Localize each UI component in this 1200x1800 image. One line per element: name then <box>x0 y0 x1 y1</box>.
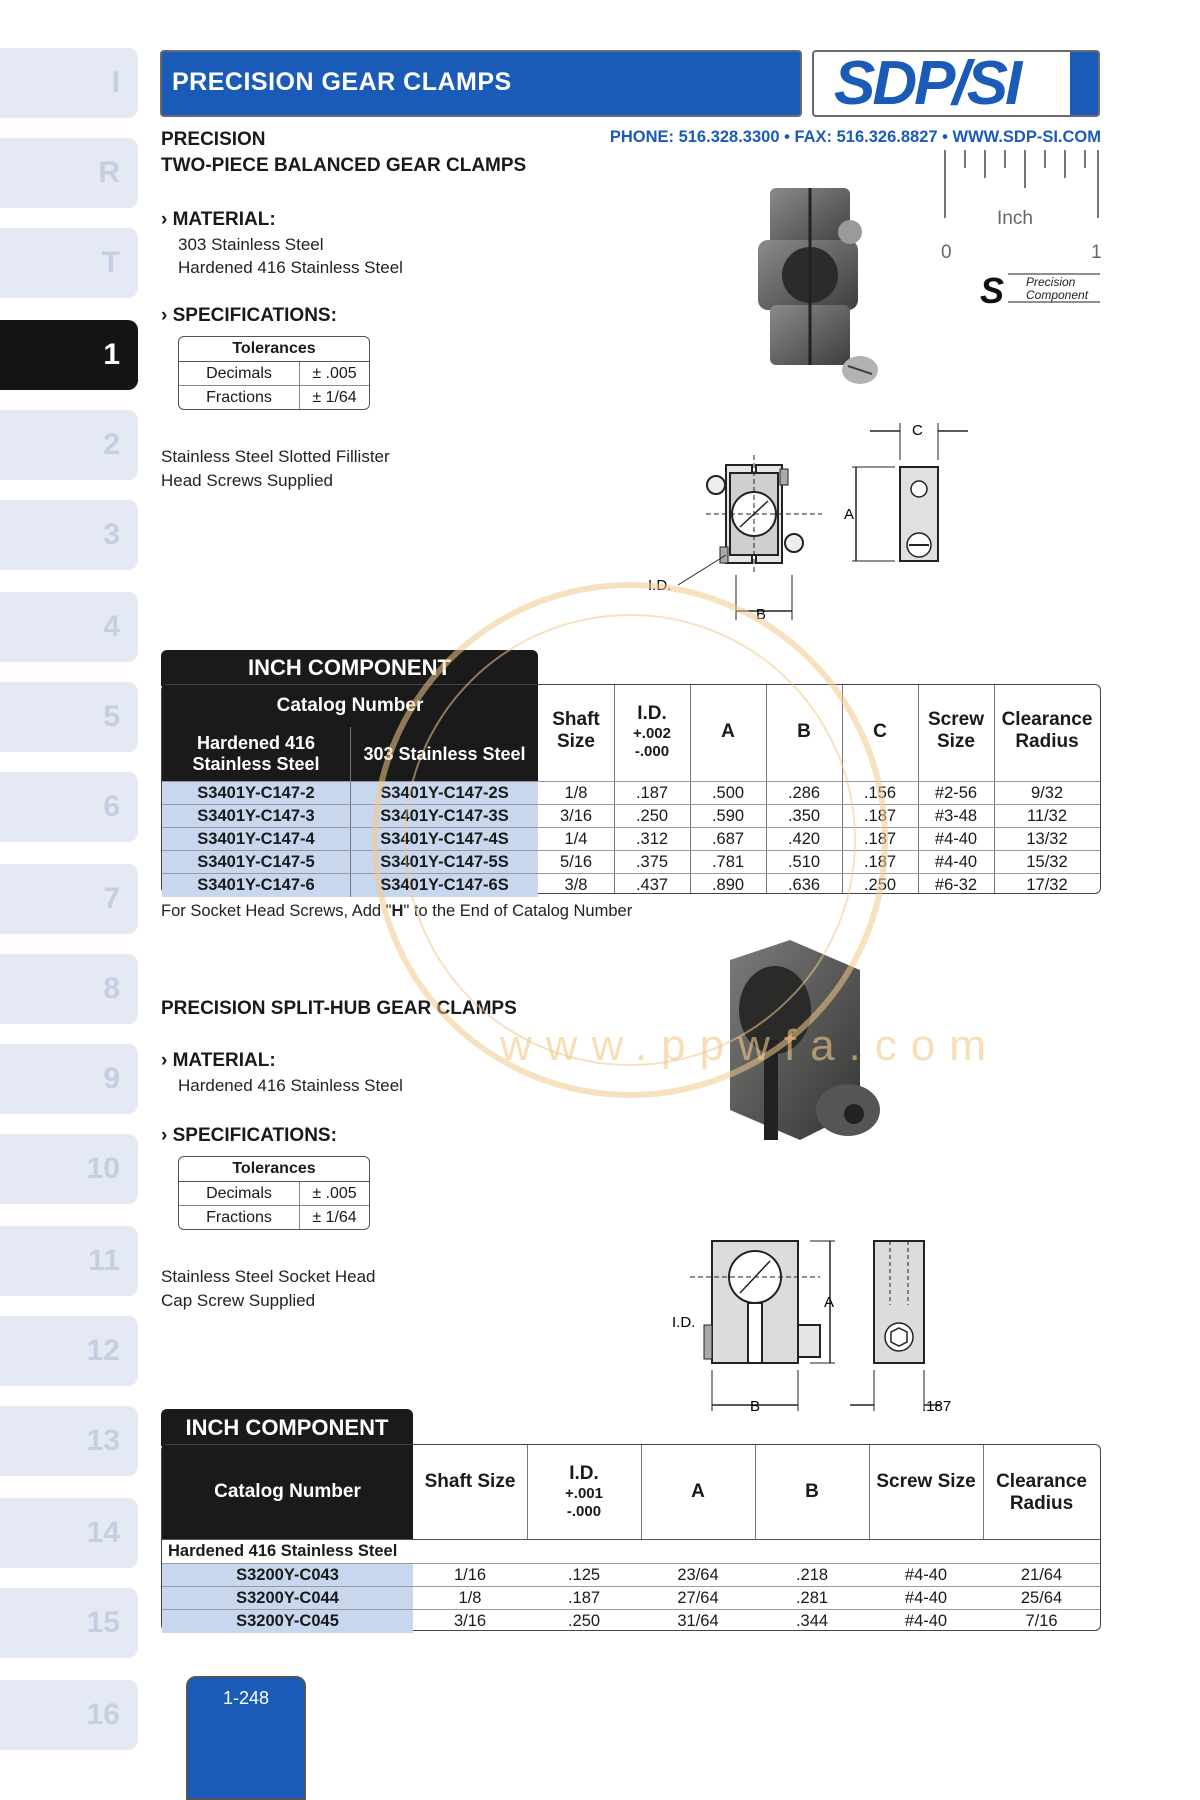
table2-col-clearance: Clearance Radius <box>996 1471 1087 1514</box>
table-cell: .125 <box>567 1566 601 1584</box>
side-tab-14[interactable]: 14 <box>0 1498 138 1568</box>
table2 <box>161 1444 1101 1631</box>
section1-screw-note-1: Stainless Steel Slotted Fillister <box>161 447 390 466</box>
table-row <box>162 1587 1100 1610</box>
table-cell: .187 <box>863 830 897 848</box>
table-cell: .890 <box>711 876 745 894</box>
tol-value: ± 1/64 <box>312 389 357 406</box>
table-cell: .187 <box>863 807 897 825</box>
table-cell: .187 <box>567 1589 601 1607</box>
table-cell: 5/16 <box>559 853 593 871</box>
side-tab-7[interactable]: 7 <box>0 864 138 934</box>
table1-catalog-header: Catalog Number <box>162 685 538 727</box>
table-cell: .500 <box>711 784 745 802</box>
table1-col-id: I.D. +.002 -.000 <box>633 703 671 760</box>
table-cell: #4-40 <box>934 830 978 848</box>
table-cell: .286 <box>787 784 821 802</box>
table-cell: #4-40 <box>904 1566 948 1584</box>
two-piece-clamp-diagram <box>648 415 990 635</box>
table-cell: .187 <box>635 784 669 802</box>
table-cell: .250 <box>863 876 897 894</box>
table-cell: #6-32 <box>934 876 978 894</box>
logo-text: SDP/SI <box>834 49 1020 118</box>
tol-value: ± .005 <box>312 365 357 382</box>
table-cell: 11/32 <box>1026 807 1068 825</box>
side-tab-3[interactable]: 3 <box>0 500 138 570</box>
diagram1-a-label: A <box>844 506 855 523</box>
table-row <box>162 805 1100 828</box>
section1-spec-heading: › SPECIFICATIONS: <box>161 305 337 326</box>
table-cell: 3/16 <box>559 807 593 825</box>
side-tab-9[interactable]: 9 <box>0 1044 138 1114</box>
table-cell: .344 <box>795 1612 829 1630</box>
split-hub-clamp-photo <box>720 940 900 1150</box>
catalog-number-cell: S3401Y-C147-2S <box>350 782 538 805</box>
diagram1-b-label: B <box>756 606 767 623</box>
table-row <box>162 1610 1100 1633</box>
table2-label: INCH COMPONENT <box>161 1409 413 1446</box>
table-row <box>162 851 1100 874</box>
table-cell: #4-40 <box>934 853 978 871</box>
table-cell: 21/64 <box>1020 1566 1063 1584</box>
badge-line-2: Component <box>1026 288 1089 302</box>
side-tab-16[interactable]: 16 <box>0 1680 138 1750</box>
table1-col-hardened: Hardened 416 Stainless Steel <box>162 727 350 781</box>
table2-col-shaft: Shaft Size <box>424 1471 516 1492</box>
table1-col-clearance: Clearance Radius <box>1001 709 1093 752</box>
table-cell: #2-56 <box>934 784 978 802</box>
table2-col-a: A <box>691 1481 705 1502</box>
side-tab-8[interactable]: 8 <box>0 954 138 1024</box>
catalog-number-cell: S3200Y-C044 <box>162 1587 413 1610</box>
table2-group-row: Hardened 416 Stainless Steel <box>168 1542 398 1560</box>
section1-title-line2: TWO-PIECE BALANCED GEAR CLAMPS <box>161 155 527 176</box>
catalog-number-cell: S3401Y-C147-2 <box>162 782 350 805</box>
table1 <box>161 684 1101 894</box>
chevron-right-icon: › <box>161 209 173 230</box>
catalog-number-cell: S3401Y-C147-6S <box>350 874 538 897</box>
table-cell: 1/8 <box>564 784 588 802</box>
tol-label: Fractions <box>179 386 300 409</box>
section1-material-1: 303 Stainless Steel <box>178 235 324 254</box>
scale-unit: Inch <box>997 208 1033 229</box>
table2-catalog-header: Catalog Number <box>162 1445 413 1539</box>
table-cell: .250 <box>635 807 669 825</box>
table-cell: .156 <box>863 784 897 802</box>
sdp-si-logo <box>812 50 1100 117</box>
table-row <box>162 828 1100 851</box>
side-tab-2[interactable]: 2 <box>0 410 138 480</box>
diagram1-id-label: I.D. <box>648 577 672 594</box>
table-cell: .187 <box>863 853 897 871</box>
section2-spec-heading: › SPECIFICATIONS: <box>161 1125 337 1146</box>
table-cell: .218 <box>795 1566 829 1584</box>
table-cell: .590 <box>711 807 745 825</box>
diagram2-dim-label: .187 <box>922 1398 952 1415</box>
side-tab-11[interactable]: 11 <box>0 1226 138 1296</box>
side-tab-13[interactable]: 13 <box>0 1406 138 1476</box>
table1-col-shaft: Shaft Size <box>552 709 600 752</box>
table1-col-303: 303 Stainless Steel <box>350 727 538 781</box>
side-tab-1[interactable]: 1 <box>0 320 138 390</box>
svg-text:S: S <box>980 270 1005 311</box>
tol-label: Fractions <box>179 1206 300 1229</box>
page-title: PRECISION GEAR CLAMPS <box>172 68 512 96</box>
table1-col-screw: Screw Size <box>928 709 984 752</box>
watermark-text: www.ppwfa.com <box>500 1021 1000 1070</box>
side-tab-4[interactable]: 4 <box>0 592 138 662</box>
side-tab-i[interactable]: I <box>0 48 138 118</box>
table-cell: #3-48 <box>934 807 978 825</box>
table-cell: .281 <box>795 1589 829 1607</box>
page-number: 1-248 <box>186 1676 306 1800</box>
table1-col-c: C <box>873 721 887 742</box>
table-cell: .250 <box>567 1612 601 1630</box>
scale-min: 0 <box>941 242 952 263</box>
catalog-number-cell: S3401Y-C147-3S <box>350 805 538 828</box>
table-row <box>162 1564 1100 1587</box>
scale-max: 1 <box>1091 242 1102 263</box>
catalog-number-cell: S3401Y-C147-3 <box>162 805 350 828</box>
chevron-right-icon: › <box>161 1050 173 1071</box>
table-cell: .687 <box>711 830 745 848</box>
tolerances-heading: Tolerances <box>179 337 369 362</box>
table-row <box>162 782 1100 805</box>
table-cell: #4-40 <box>904 1589 948 1607</box>
section2-material-1: Hardened 416 Stainless Steel <box>178 1076 403 1095</box>
contact-line: PHONE: 516.328.3300 • FAX: 516.326.8827 • WWW.SDP-SI.COM <box>609 128 1101 146</box>
split-hub-clamp-diagram <box>660 1225 960 1425</box>
section1-screw-note-2: Head Screws Supplied <box>161 471 333 490</box>
side-tab-r[interactable]: R <box>0 138 138 208</box>
section1-tolerance-box <box>178 336 370 410</box>
table-cell: 1/4 <box>564 830 588 848</box>
catalog-number-cell: S3200Y-C045 <box>162 1610 413 1633</box>
table-cell: 15/32 <box>1026 853 1068 871</box>
table-cell: 3/8 <box>564 876 588 894</box>
precision-component-badge <box>980 270 1100 310</box>
table2-col-b: B <box>805 1481 819 1502</box>
table-cell: .312 <box>635 830 669 848</box>
table-cell: .510 <box>787 853 821 871</box>
diagram2-b-label: B <box>750 1398 761 1415</box>
table-cell: .420 <box>787 830 821 848</box>
section2-tolerance-box <box>178 1156 370 1230</box>
side-tab-t[interactable]: T <box>0 228 138 298</box>
diagram2-a-label: A <box>824 1294 835 1311</box>
table1-col-a: A <box>721 721 735 742</box>
section2-screw-note-1: Stainless Steel Socket Head <box>161 1267 376 1286</box>
section1-material-heading: › MATERIAL: <box>161 209 276 230</box>
side-tab-6[interactable]: 6 <box>0 772 138 842</box>
catalog-number-cell: S3401Y-C147-4S <box>350 828 538 851</box>
table-cell: 23/64 <box>677 1566 719 1584</box>
catalog-number-cell: S3200Y-C043 <box>162 1564 413 1587</box>
badge-line-1: Precision <box>1026 275 1076 289</box>
table-cell: 1/16 <box>453 1566 487 1584</box>
table-cell: .375 <box>635 853 669 871</box>
diagram2-id-label: I.D. <box>672 1314 696 1331</box>
table1-col-b: B <box>797 721 811 742</box>
table-cell: 27/64 <box>677 1589 719 1607</box>
catalog-number-cell: S3401Y-C147-4 <box>162 828 350 851</box>
table-cell: 1/8 <box>458 1589 482 1607</box>
table-cell: 9/32 <box>1030 784 1064 802</box>
table-cell: 17/32 <box>1026 876 1068 894</box>
tolerances-heading: Tolerances <box>179 1157 369 1182</box>
tol-value: ± .005 <box>312 1185 357 1202</box>
table-cell: 31/64 <box>677 1612 719 1630</box>
side-tab-12[interactable]: 12 <box>0 1316 138 1386</box>
two-piece-clamp-photo <box>740 160 890 390</box>
table-cell: 13/32 <box>1026 830 1068 848</box>
table-cell: .636 <box>787 876 821 894</box>
side-tab-5[interactable]: 5 <box>0 682 138 752</box>
section2-screw-note-2: Cap Screw Supplied <box>161 1291 316 1310</box>
catalog-number-cell: S3401Y-C147-6 <box>162 874 350 897</box>
table-cell: 7/16 <box>1025 1612 1058 1630</box>
chevron-right-icon: › <box>161 1125 173 1146</box>
catalog-number-cell: S3401Y-C147-5 <box>162 851 350 874</box>
table-cell: .437 <box>635 876 669 894</box>
table2-col-id: I.D. +.001 -.000 <box>565 1463 603 1520</box>
side-tab-10[interactable]: 10 <box>0 1134 138 1204</box>
section2-title: PRECISION SPLIT-HUB GEAR CLAMPS <box>161 998 517 1019</box>
table-cell: 25/64 <box>1020 1589 1063 1607</box>
section1-material-2: Hardened 416 Stainless Steel <box>178 258 403 277</box>
table2-col-screw: Screw Size <box>876 1471 976 1492</box>
section2-material-heading: › MATERIAL: <box>161 1050 276 1071</box>
table-cell: .350 <box>787 807 821 825</box>
table-row <box>162 874 1100 897</box>
side-tab-15[interactable]: 15 <box>0 1588 138 1658</box>
section1-title-line1: PRECISION <box>161 129 266 150</box>
catalog-number-cell: S3401Y-C147-5S <box>350 851 538 874</box>
table1-label: INCH COMPONENT <box>161 650 538 686</box>
tol-value: ± 1/64 <box>312 1209 357 1226</box>
chevron-right-icon: › <box>161 305 173 326</box>
tol-label: Decimals <box>179 1182 300 1205</box>
table1-footnote: For Socket Head Screws, Add "H" to the End of Catalog Number <box>161 902 633 920</box>
table-cell: 3/16 <box>453 1612 487 1630</box>
diagram1-c-label: C <box>912 422 923 439</box>
tol-label: Decimals <box>179 362 300 385</box>
table-cell: #4-40 <box>904 1612 948 1630</box>
logo-tail <box>1070 52 1098 115</box>
table-cell: .781 <box>711 853 745 871</box>
